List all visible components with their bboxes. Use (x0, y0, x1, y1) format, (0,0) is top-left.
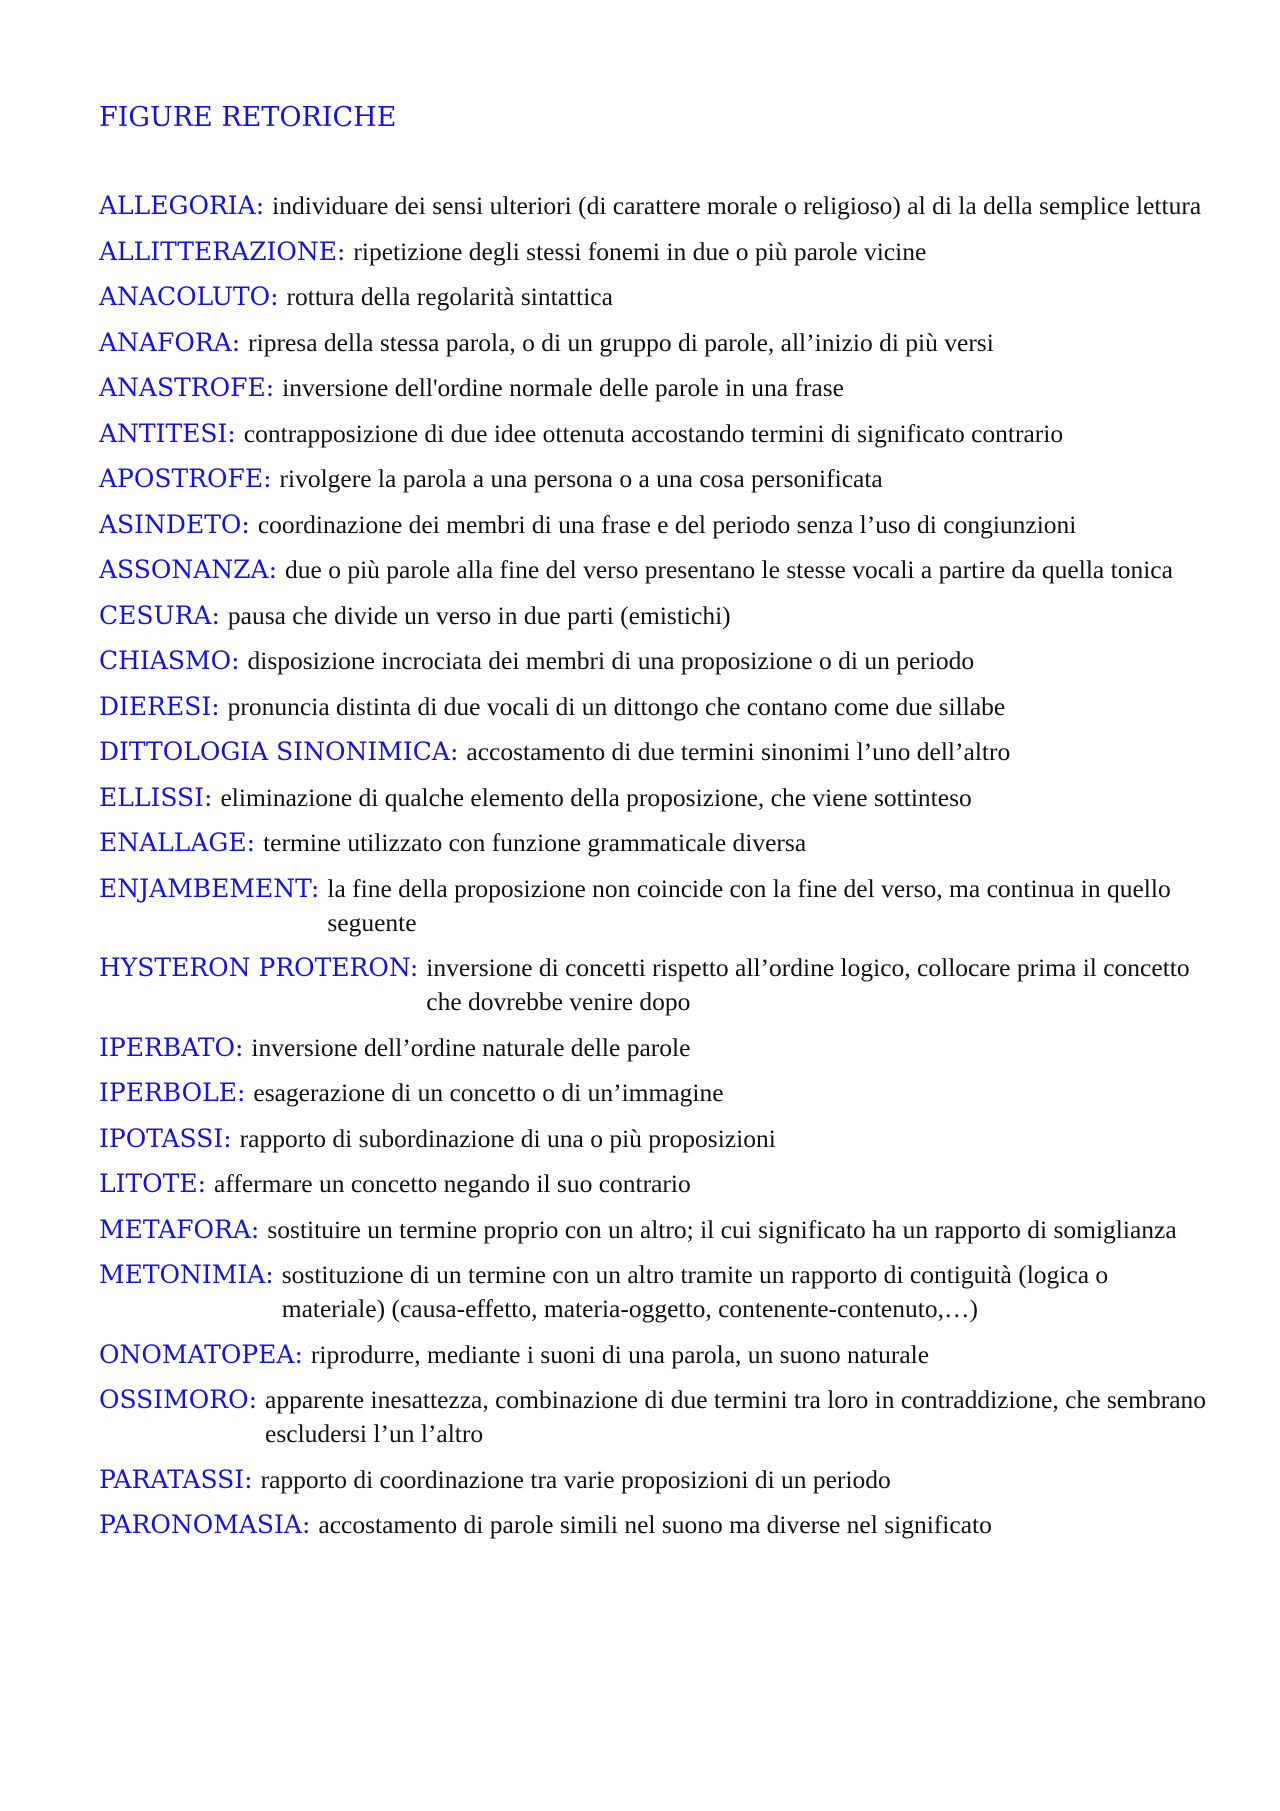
figure-term: ONOMATOPEA: (99, 1339, 303, 1369)
list-item (99, 599, 1209, 633)
figure-term: METAFORA: (99, 1214, 260, 1244)
figure-definition: pronuncia distinta di due vocali di un dittongo che contano come due sillabe (227, 691, 1006, 721)
figure-term: LITOTE: (99, 1169, 206, 1198)
list-item (99, 1383, 1209, 1451)
list-item (99, 189, 1209, 223)
figure-term: HYSTERON PROTERON: (99, 953, 419, 982)
figure-definition: ripetizione degli stessi fonemi in due o più parole vicine (353, 236, 927, 266)
figure-term: APOSTROFE: (99, 464, 272, 493)
figure-definition: inversione dell'ordine normale delle parole in una frase (282, 373, 844, 402)
list-item (99, 1076, 1209, 1110)
figure-definition: ripresa della stessa parola, o di un gruppo di parole, all’inizio di più versi (248, 327, 994, 357)
list-item (99, 553, 1209, 587)
figure-definition: disposizione incrociata dei membri di una proposizione o di un periodo (247, 646, 975, 675)
figure-term: ALLEGORIA: (99, 191, 265, 220)
figure-definition: sostituire un termine proprio con un altro; il cui significato ha un rapporto di somiglianza (267, 1214, 1177, 1244)
figure-definition: accostamento di due termini sinonimi l’uno dell’altro (466, 737, 1011, 766)
list-item (99, 1258, 1209, 1326)
list-item (99, 781, 1209, 815)
figure-definition: rivolgere la parola a una persona o a una cosa personificata (279, 464, 883, 493)
figure-definition: sostituzione di un termine con un altro tramite un rapporto di contiguità (logica o materiale) (causa-effetto, materia-oggetto, contenente-contenuto,…) (281, 1260, 1109, 1323)
list-item (99, 1213, 1209, 1247)
figure-term: IPERBOLE: (99, 1078, 246, 1107)
figure-term: CESURA: (99, 600, 220, 630)
list-item (99, 951, 1209, 1019)
figure-definition: rapporto di coordinazione tra varie proposizioni di un periodo (260, 1464, 891, 1494)
list-item (99, 1508, 1209, 1542)
figure-term: ENALLAGE: (99, 828, 256, 857)
figure-term: IPOTASSI: (99, 1123, 232, 1153)
figure-term: PARONOMASIA: (99, 1510, 311, 1539)
list-item (99, 417, 1209, 451)
figure-definition: coordinazione dei membri di una frase e del periodo senza l’uso di congiunzioni (257, 509, 1077, 539)
figure-term: DITTOLOGIA SINONIMICA: (99, 737, 459, 766)
figure-term: ASSONANZA: (99, 555, 278, 584)
figure-term: ASINDETO: (99, 509, 250, 539)
figure-term: ELLISSI: (99, 782, 213, 812)
figure-definition: accostamento di parole simili nel suono ma diverse nel significato (318, 1510, 992, 1539)
figure-term: ALLITTERAZIONE: (99, 236, 346, 266)
figure-definition: rottura della regolarità sintattica (286, 282, 613, 311)
figure-definition: esagerazione di un concetto o di un’immagine (253, 1078, 724, 1107)
list-item (99, 1122, 1209, 1156)
list-item (99, 872, 1209, 940)
document-page (99, 100, 1209, 1554)
figure-term: CHIASMO: (99, 646, 240, 675)
figure-term: PARATASSI: (99, 1464, 253, 1494)
figure-term: ANTITESI: (99, 418, 236, 448)
list-item (99, 462, 1209, 496)
figure-definition: inversione di concetti rispetto all’ordine logico, collocare prima il concetto che dovrebbe venire dopo (426, 953, 1190, 1016)
figure-definition: eliminazione di qualche elemento della proposizione, che viene sottinteso (220, 782, 972, 812)
list-item (99, 735, 1209, 769)
page-title: FIGURE RETORICHE (99, 102, 397, 133)
figure-term: ANASTROFE: (99, 373, 275, 402)
figure-term: ANACOLUTO: (99, 282, 279, 311)
list-item (99, 1463, 1209, 1497)
list-item (99, 508, 1209, 542)
list-item (99, 1031, 1209, 1065)
figure-list (99, 189, 1209, 1542)
figure-definition: due o più parole alla fine del verso presentano le stesse vocali a partire da quella tonica (285, 555, 1173, 584)
figure-definition: inversione dell’ordine naturale delle parole (251, 1032, 691, 1062)
figure-definition: individuare dei sensi ulteriori (di carattere morale o religioso) al di la della semplice lettura (272, 191, 1202, 220)
figure-term: DIERESI: (99, 691, 220, 721)
figure-definition: contrapposizione di due idee ottenuta accostando termini di significato contrario (243, 418, 1064, 448)
figure-definition: la fine della proposizione non coincide con la fine del verso, ma continua in quello seguente (327, 873, 1171, 937)
figure-term: OSSIMORO: (99, 1385, 258, 1414)
list-item (99, 644, 1209, 678)
figure-term: ENJAMBEMENT: (99, 873, 320, 903)
figure-term: METONIMIA: (99, 1260, 274, 1289)
list-item (99, 826, 1209, 860)
figure-definition: termine utilizzato con funzione grammaticale diversa (263, 828, 807, 857)
list-item (99, 690, 1209, 724)
list-item (99, 280, 1209, 314)
list-item (99, 371, 1209, 405)
figure-definition: pausa che divide un verso in due parti (emistichi) (227, 600, 731, 630)
figure-term: ANAFORA: (99, 327, 241, 357)
figure-definition: riprodurre, mediante i suoni di una parola, un suono naturale (310, 1339, 930, 1369)
figure-definition: affermare un concetto negando il suo contrario (214, 1169, 691, 1198)
list-item (99, 1338, 1209, 1372)
figure-definition: apparente inesattezza, combinazione di due termini tra loro in contraddizione, che sembrano escludersi l’un l’altro (265, 1385, 1207, 1448)
figure-definition: rapporto di subordinazione di una o più proposizioni (239, 1123, 776, 1153)
figure-term: IPERBATO: (99, 1032, 244, 1062)
list-item (99, 326, 1209, 360)
list-item (99, 1167, 1209, 1201)
list-item (99, 235, 1209, 269)
